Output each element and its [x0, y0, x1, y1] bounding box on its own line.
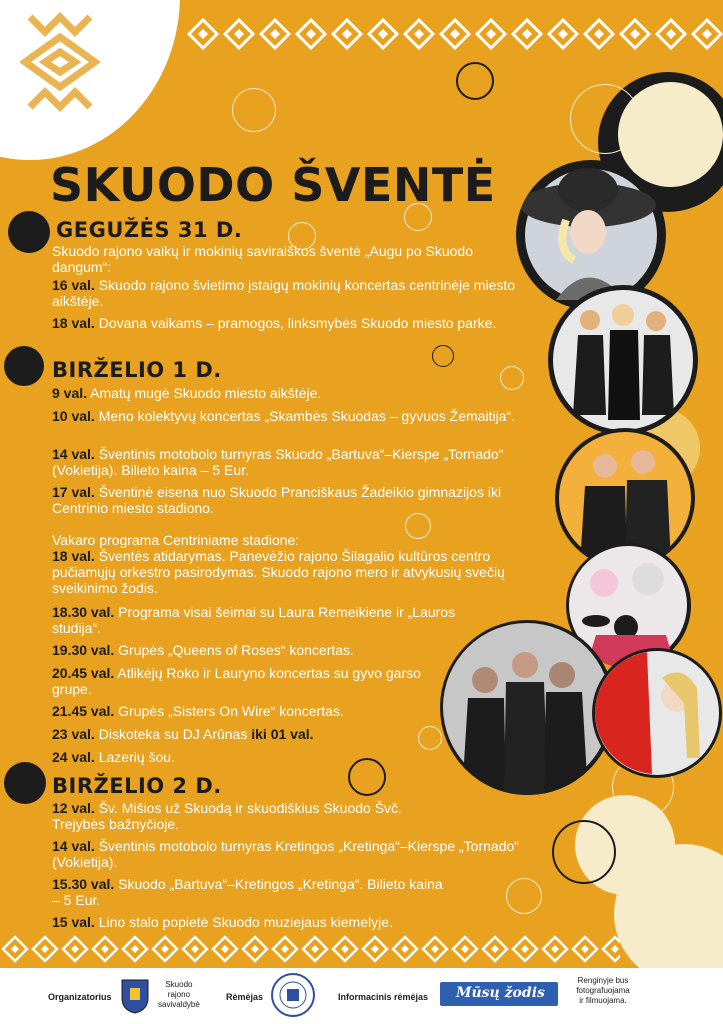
- event-item: [52, 665, 442, 697]
- event-text: Šventinis motobolo turnyras Skuodo „Bartuva“–Kierspe „Tornado“ (Vokietija). Bilieto kaina – 5 Eur.: [52, 446, 504, 478]
- event-text: Šventinis motobolo turnyras Kretingos „Kretinga“–Kierspe „Tornado“ (Vokietija).: [52, 838, 519, 870]
- section-intro: Skuodo rajono vaikų ir mokinių saviraiškos šventė „Augu po Skuodo dangum“:: [52, 243, 474, 275]
- event-time: 19.30 val.: [52, 642, 115, 658]
- event-text: Programa visai šeimai su Laura Remeikiene ir „Lauros studija“.: [52, 604, 456, 636]
- event-text: Dovana vaikams – pramogos, linksmybės Skuodo miesto parke.: [98, 315, 497, 331]
- event-item: [52, 642, 452, 658]
- event-time: 18.30 val.: [52, 604, 115, 620]
- event-time: 15 val.: [52, 914, 95, 930]
- event-item: [52, 726, 442, 742]
- event-text: Šventinė eisena nuo Skuodo Pranciškaus Žadeikio gimnazijos iki Centrinio miesto stadiono.: [52, 484, 502, 516]
- deco-circle: [4, 346, 44, 386]
- section-date: BIRŽELIO 2 D.: [52, 774, 222, 798]
- event-time: 24 val.: [52, 749, 95, 765]
- event-item: [52, 914, 552, 930]
- photo-band-group: [440, 620, 615, 795]
- section-date: BIRŽELIO 1 D.: [52, 358, 222, 382]
- event-item: [52, 703, 442, 719]
- photo-three-women: [548, 285, 698, 435]
- event-item: [52, 749, 442, 765]
- deco-circle: [4, 762, 46, 804]
- event-text: Grupės „Queens of Roses“ koncertas.: [118, 642, 354, 658]
- event-time: 12 val.: [52, 800, 95, 816]
- event-time: 18 val.: [52, 315, 95, 331]
- top-folk-pattern-band: [185, 16, 723, 52]
- event-text: Atlikėjų Roko ir Lauryno koncertas su gyvo garso grupe.: [52, 665, 421, 697]
- event-text: Lino stalo popietė Skuodo muziejaus kiemelyje.: [98, 914, 393, 930]
- organizer-label: Organizatorius: [48, 992, 112, 1002]
- event-item: [52, 315, 522, 331]
- sponsor-label: Rėmėjas: [226, 992, 264, 1002]
- deco-circle: [232, 88, 276, 132]
- event-time: 14 val.: [52, 838, 95, 854]
- evening-title: Vakaro programa Centriniame stadione:: [52, 532, 300, 548]
- event-item: [52, 446, 552, 478]
- event-time: 14 val.: [52, 446, 95, 462]
- event-item: [52, 385, 552, 401]
- sponsor-seal-icon: [270, 972, 316, 1018]
- event-time: 23 val.: [52, 726, 95, 742]
- event-item: [52, 838, 572, 870]
- newspaper-logo: [440, 982, 558, 1006]
- event-text: Skuodo rajono švietimo įstaigų mokinių koncertas centrinėje miesto aikštėje.: [52, 277, 516, 309]
- event-item: [52, 604, 492, 636]
- event-text: Meno kolektyvų koncertas „Skambės Skuodas – gyvuos Žemaitija“.: [98, 408, 516, 424]
- folk-symbol-logo: [20, 12, 100, 112]
- event-item: [52, 548, 552, 596]
- event-time: 17 val.: [52, 484, 95, 500]
- event-item: [52, 800, 452, 832]
- event-item: [52, 484, 522, 516]
- event-text: Amatų mugė Skuodo miesto aikštėje.: [90, 385, 322, 401]
- event-time: 15.30 val.: [52, 876, 115, 892]
- deco-circle: [456, 62, 494, 100]
- event-time: 18 val.: [52, 548, 95, 564]
- event-item: [52, 876, 452, 908]
- event-time: 10 val.: [52, 408, 95, 424]
- event-text: Lazerių šou.: [98, 749, 175, 765]
- event-text: Šventės atidarymas. Panevėžio rajono Šilagalio kultūros centro pučiamųjų orkestro pasirodymas. Skuodo rajono mero ir atvykusių svečių sveikinimo žodis.: [52, 548, 505, 596]
- deco-circle: [8, 211, 50, 253]
- page-title: SKUODO ŠVENTĖ: [50, 158, 496, 212]
- event-emphasis: iki 01 val.: [251, 726, 314, 742]
- filming-note: Renginyje bus fotografuojama ir filmuojama.: [576, 976, 630, 1005]
- photo-sisters-on-wire: [592, 648, 722, 778]
- organizer-name: Skuodo rajono savivaldybė: [158, 980, 200, 1009]
- footer-bar: [0, 968, 723, 1024]
- deco-circle: [570, 84, 640, 154]
- deco-circle: [432, 345, 454, 367]
- coat-of-arms-icon: [120, 978, 150, 1014]
- event-time: 16 val.: [52, 277, 95, 293]
- section-date: GEGUŽĖS 31 D.: [56, 218, 243, 242]
- event-text: Diskoteka su DJ Arūnas: [98, 726, 248, 742]
- event-text: Grupės „Sisters On Wire“ koncertas.: [118, 703, 344, 719]
- bottom-folk-pattern-band: [0, 934, 620, 964]
- event-text: Skuodo „Bartuva“–Kretingos „Kretinga“. Bilieto kaina – 5 Eur.: [52, 876, 443, 908]
- deco-circle: [506, 878, 542, 914]
- event-item: [52, 277, 552, 309]
- event-item: [52, 408, 552, 424]
- event-time: 9 val.: [52, 385, 88, 401]
- newspaper-name: Mūsų žodis: [456, 985, 545, 1001]
- event-text: Šv. Mišios už Skuodą ir skuodiškius Skuodo Švč. Trejybės bažnyčioje.: [52, 800, 402, 832]
- media-label: Informacinis rėmėjas: [338, 992, 429, 1002]
- event-time: 21.45 val.: [52, 703, 115, 719]
- event-time: 20.45 val.: [52, 665, 115, 681]
